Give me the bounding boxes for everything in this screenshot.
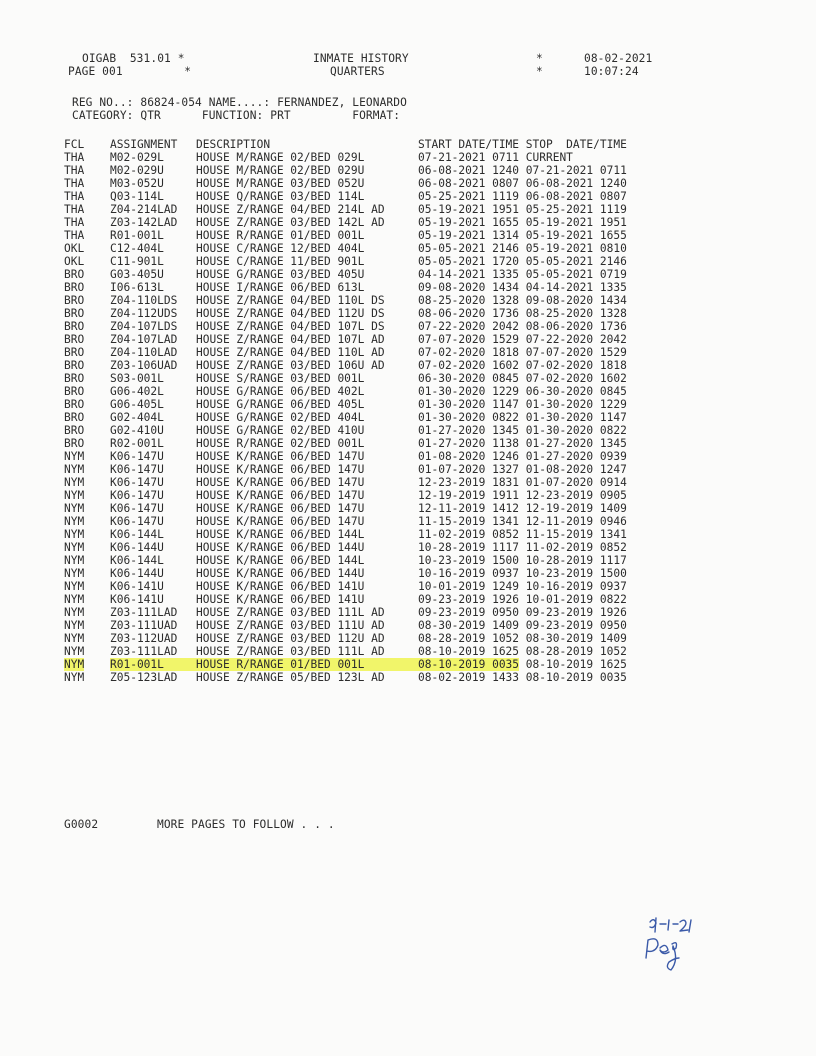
cell-facility: [64, 333, 110, 346]
cell-facility: [64, 463, 110, 476]
cell-facility: [64, 164, 110, 177]
registration-line: REG NO..: 86824-054 NAME....: FERNANDEZ, LEONARDO: [72, 96, 407, 109]
cell-assignment: Z03-142LAD: [110, 216, 178, 229]
program-id: OIGAB 531.01 *: [82, 52, 185, 65]
cell-facility: [64, 645, 110, 658]
table-row: [64, 372, 678, 385]
cell-description: HOUSE Z/RANGE 03/BED 111L AD: [196, 645, 385, 658]
cell-facility: [64, 177, 110, 190]
cell-dates: 01-30-2020 1229 06-30-2020 0845: [418, 385, 627, 398]
cell-dates: 05-19-2021 1314 05-19-2021 1655: [418, 229, 627, 242]
cell-description: HOUSE M/RANGE 03/BED 052U: [196, 177, 365, 190]
cell-assignment: K06-147U: [110, 515, 164, 528]
cell-dates: 12-11-2019 1412 12-19-2019 1409: [418, 502, 627, 515]
header-star: *: [536, 52, 543, 65]
cell-assignment: G06-405L: [110, 398, 164, 411]
report-date: 08-02-2021: [584, 52, 653, 65]
facility-code: BRO: [64, 372, 85, 385]
table-row: [64, 619, 678, 632]
cell-dates: 10-23-2019 1500 10-28-2019 1117: [418, 554, 627, 567]
facility-code: THA: [64, 203, 85, 216]
cell-facility: [64, 320, 110, 333]
cell-description: HOUSE C/RANGE 12/BED 404L: [196, 242, 365, 255]
table-row: [64, 645, 678, 658]
facility-code: NYM: [64, 671, 85, 684]
cell-facility: [64, 281, 110, 294]
facility-code: NYM: [64, 541, 85, 554]
cell-assignment: I06-613L: [110, 281, 164, 294]
cell-assignment: K06-147U: [110, 450, 164, 463]
table-row: [64, 203, 678, 216]
cell-assignment: K06-147U: [110, 489, 164, 502]
cell-facility: [64, 229, 110, 242]
footer-message: MORE PAGES TO FOLLOW . . .: [157, 818, 335, 831]
table-row: [64, 632, 678, 645]
cell-facility: [64, 151, 110, 164]
cell-dates: 10-28-2019 1117 11-02-2019 0852: [418, 541, 627, 554]
table-row: [64, 294, 678, 307]
cell-assignment: G02-410U: [110, 424, 164, 437]
table-row: [64, 554, 678, 567]
cell-dates: 05-19-2021 1951 05-25-2021 1119: [418, 203, 627, 216]
cell-assignment: Z03-111LAD: [110, 645, 178, 658]
facility-code: THA: [64, 164, 85, 177]
cell-dates: 07-21-2021 0711 CURRENT: [418, 151, 573, 164]
cell-dates: 01-27-2020 1345 01-30-2020 0822: [418, 424, 627, 437]
facility-code: BRO: [64, 437, 85, 450]
facility-code: NYM: [64, 593, 85, 606]
table-row: [64, 528, 678, 541]
cell-dates: 05-19-2021 1655 05-19-2021 1951: [418, 216, 627, 229]
cell-dates: 09-23-2019 1926 10-01-2019 0822: [418, 593, 627, 606]
cell-facility: [64, 606, 110, 619]
cell-dates: 07-07-2020 1529 07-22-2020 2042: [418, 333, 627, 346]
cell-facility: [64, 541, 110, 554]
cell-description: HOUSE M/RANGE 02/BED 029L: [196, 151, 365, 164]
facility-code: BRO: [64, 268, 85, 281]
cell-assignment: Z04-214LAD: [110, 203, 178, 216]
cell-facility: [64, 268, 110, 281]
cell-description: HOUSE Z/RANGE 04/BED 112U DS: [196, 307, 385, 320]
table-row: [64, 593, 678, 606]
cell-dates: 01-30-2020 1147 01-30-2020 1229: [418, 398, 627, 411]
category-line: CATEGORY: QTR FUNCTION: PRT FORMAT:: [72, 109, 401, 122]
cell-facility: [64, 567, 110, 580]
cell-description: HOUSE Z/RANGE 03/BED 111U AD: [196, 619, 385, 632]
cell-assignment: K06-144L: [110, 528, 164, 541]
table-row: [64, 398, 678, 411]
facility-code: OKL: [64, 242, 85, 255]
stop-date: 08-10-2019 1625: [519, 658, 627, 671]
cell-facility: [64, 190, 110, 203]
cell-description: HOUSE Z/RANGE 03/BED 106U AD: [196, 359, 385, 372]
column-header-fcl: FCL: [64, 138, 85, 151]
cell-description: HOUSE G/RANGE 03/BED 405U: [196, 268, 365, 281]
cell-dates: 09-23-2019 0950 09-23-2019 1926: [418, 606, 627, 619]
cell-assignment: R01-001L: [110, 658, 196, 671]
cell-assignment: S03-001L: [110, 372, 164, 385]
cell-facility: [64, 359, 110, 372]
cell-dates: 06-30-2020 0845 07-02-2020 1602: [418, 372, 627, 385]
cell-dates: 07-22-2020 2042 08-06-2020 1736: [418, 320, 627, 333]
table-row: [64, 424, 678, 437]
cell-dates: 08-06-2020 1736 08-25-2020 1328: [418, 307, 627, 320]
cell-facility: [64, 242, 110, 255]
facility-code: NYM: [64, 476, 85, 489]
table-row: [64, 190, 678, 203]
table-row: [64, 333, 678, 346]
cell-description: HOUSE Z/RANGE 04/BED 214L AD: [196, 203, 385, 216]
facility-code: NYM: [64, 658, 85, 671]
cell-dates: 08-10-2019 1625 08-28-2019 1052: [418, 645, 627, 658]
cell-assignment: G06-402L: [110, 385, 164, 398]
cell-facility: [64, 203, 110, 216]
table-row: [64, 515, 678, 528]
cell-description: HOUSE G/RANGE 06/BED 405L: [196, 398, 365, 411]
column-header-dates: START DATE/TIME STOP DATE/TIME: [418, 138, 627, 151]
cell-description: HOUSE K/RANGE 06/BED 147U: [196, 450, 365, 463]
facility-code: BRO: [64, 411, 85, 424]
cell-dates: 06-08-2021 1240 07-21-2021 0711: [418, 164, 627, 177]
cell-facility: [64, 502, 110, 515]
cell-dates: 08-02-2019 1433 08-10-2019 0035: [418, 671, 627, 684]
cell-assignment: Z05-123LAD: [110, 671, 178, 684]
facility-code: OKL: [64, 255, 85, 268]
cell-assignment: Q03-114L: [110, 190, 164, 203]
facility-code: NYM: [64, 502, 85, 515]
facility-code: THA: [64, 151, 85, 164]
cell-facility: [64, 658, 110, 671]
cell-facility: [64, 515, 110, 528]
cell-description: HOUSE R/RANGE 01/BED 001L: [196, 229, 365, 242]
table-row: [64, 151, 678, 164]
cell-facility: [64, 411, 110, 424]
cell-dates: 04-14-2021 1335 05-05-2021 0719: [418, 268, 627, 281]
cell-assignment: K06-144U: [110, 541, 164, 554]
cell-assignment: G02-404L: [110, 411, 164, 424]
cell-description: HOUSE Z/RANGE 04/BED 107L AD: [196, 333, 385, 346]
cell-facility: [64, 372, 110, 385]
table-row: [64, 307, 678, 320]
table-header-row: [64, 138, 678, 151]
cell-description: HOUSE Z/RANGE 04/BED 107L DS: [196, 320, 385, 333]
cell-facility: [64, 437, 110, 450]
cell-dates: 12-23-2019 1831 01-07-2020 0914: [418, 476, 627, 489]
facility-code: NYM: [64, 554, 85, 567]
cell-description: HOUSE K/RANGE 06/BED 147U: [196, 502, 365, 515]
cell-dates: 11-15-2019 1341 12-11-2019 0946: [418, 515, 627, 528]
cell-assignment: R01-001L: [110, 229, 164, 242]
cell-assignment: Z03-106UAD: [110, 359, 178, 372]
cell-dates: 10-16-2019 0937 10-23-2019 1500: [418, 567, 627, 580]
cell-dates: 08-25-2020 1328 09-08-2020 1434: [418, 294, 627, 307]
table-row: [64, 567, 678, 580]
table-row: [64, 320, 678, 333]
cell-dates: 05-05-2021 2146 05-19-2021 0810: [418, 242, 627, 255]
cell-facility: [64, 216, 110, 229]
cell-description: HOUSE Z/RANGE 03/BED 111L AD: [196, 606, 385, 619]
cell-description: HOUSE Z/RANGE 03/BED 112U AD: [196, 632, 385, 645]
cell-dates: 09-08-2020 1434 04-14-2021 1335: [418, 281, 627, 294]
table-row: [64, 229, 678, 242]
cell-description: HOUSE K/RANGE 06/BED 141U: [196, 593, 365, 606]
table-row: [64, 606, 678, 619]
table-row: [64, 346, 678, 359]
table-row: [64, 437, 678, 450]
facility-code: BRO: [64, 359, 85, 372]
cell-assignment: K06-144L: [110, 554, 164, 567]
facility-code: NYM: [64, 632, 85, 645]
cell-facility: [64, 294, 110, 307]
cell-dates: 01-07-2020 1327 01-08-2020 1247: [418, 463, 627, 476]
table-row: [64, 177, 678, 190]
quarters-table: [64, 138, 678, 684]
cell-assignment: Z04-107LAD: [110, 333, 178, 346]
cell-assignment: Z03-111LAD: [110, 606, 178, 619]
cell-dates: 08-30-2019 1409 09-23-2019 0950: [418, 619, 627, 632]
cell-dates: [418, 658, 678, 671]
table-row: [64, 463, 678, 476]
cell-facility: [64, 346, 110, 359]
facility-code: THA: [64, 216, 85, 229]
facility-code: NYM: [64, 606, 85, 619]
cell-facility: [64, 528, 110, 541]
cell-description: HOUSE C/RANGE 11/BED 901L: [196, 255, 365, 268]
handwritten-signature: [636, 910, 716, 980]
cell-facility: [64, 580, 110, 593]
cell-dates: 11-02-2019 0852 11-15-2019 1341: [418, 528, 627, 541]
facility-code: NYM: [64, 619, 85, 632]
cell-description: HOUSE Z/RANGE 04/BED 110L DS: [196, 294, 385, 307]
facility-code: THA: [64, 229, 85, 242]
facility-code: NYM: [64, 450, 85, 463]
cell-description: HOUSE Z/RANGE 04/BED 110L AD: [196, 346, 385, 359]
cell-dates: 01-27-2020 1138 01-27-2020 1345: [418, 437, 627, 450]
table-row: [64, 281, 678, 294]
cell-assignment: Z04-112UDS: [110, 307, 178, 320]
table-row: [64, 411, 678, 424]
table-row: [64, 502, 678, 515]
cell-assignment: K06-147U: [110, 476, 164, 489]
facility-code: NYM: [64, 489, 85, 502]
cell-assignment: Z03-112UAD: [110, 632, 178, 645]
cell-assignment: M03-052U: [110, 177, 164, 190]
report-subtitle: QUARTERS: [330, 65, 385, 78]
facility-code: BRO: [64, 320, 85, 333]
cell-facility: [64, 476, 110, 489]
cell-assignment: M02-029L: [110, 151, 164, 164]
cell-description: HOUSE K/RANGE 06/BED 141U: [196, 580, 365, 593]
table-row-highlighted: [64, 658, 678, 671]
cell-dates: 01-30-2020 0822 01-30-2020 1147: [418, 411, 627, 424]
facility-code: BRO: [64, 294, 85, 307]
facility-code: THA: [64, 177, 85, 190]
cell-description: HOUSE K/RANGE 06/BED 144U: [196, 541, 365, 554]
cell-facility: [64, 307, 110, 320]
cell-description: HOUSE K/RANGE 06/BED 144U: [196, 567, 365, 580]
cell-description: HOUSE R/RANGE 01/BED 001L: [196, 658, 418, 671]
cell-description: HOUSE I/RANGE 06/BED 613L: [196, 281, 365, 294]
cell-assignment: K06-141U: [110, 593, 164, 606]
table-row: [64, 541, 678, 554]
cell-dates: 06-08-2021 0807 06-08-2021 1240: [418, 177, 627, 190]
cell-assignment: M02-029U: [110, 164, 164, 177]
cell-assignment: Z04-107LDS: [110, 320, 178, 333]
table-row: [64, 359, 678, 372]
facility-code: BRO: [64, 346, 85, 359]
cell-dates: 12-19-2019 1911 12-23-2019 0905: [418, 489, 627, 502]
cell-facility: [64, 632, 110, 645]
cell-description: HOUSE Z/RANGE 03/BED 142L AD: [196, 216, 385, 229]
cell-description: HOUSE M/RANGE 02/BED 029U: [196, 164, 365, 177]
table-row: [64, 450, 678, 463]
facility-code: BRO: [64, 281, 85, 294]
cell-dates: 07-02-2020 1818 07-07-2020 1529: [418, 346, 627, 359]
cell-facility: [64, 554, 110, 567]
facility-code: NYM: [64, 645, 85, 658]
table-row: [64, 476, 678, 489]
facility-code: THA: [64, 190, 85, 203]
cell-description: HOUSE Q/RANGE 03/BED 114L: [196, 190, 365, 203]
cell-facility: [64, 671, 110, 684]
facility-code: BRO: [64, 424, 85, 437]
cell-dates: 08-28-2019 1052 08-30-2019 1409: [418, 632, 627, 645]
cell-description: HOUSE K/RANGE 06/BED 147U: [196, 463, 365, 476]
cell-assignment: K06-147U: [110, 463, 164, 476]
footer-code: G0002: [64, 818, 99, 831]
cell-description: HOUSE S/RANGE 03/BED 001L: [196, 372, 365, 385]
facility-code: NYM: [64, 580, 85, 593]
cell-facility: [64, 593, 110, 606]
cell-description: HOUSE Z/RANGE 05/BED 123L AD: [196, 671, 385, 684]
table-row: [64, 489, 678, 502]
cell-assignment: Z04-110LDS: [110, 294, 178, 307]
cell-assignment: C11-901L: [110, 255, 164, 268]
cell-description: HOUSE K/RANGE 06/BED 144L: [196, 554, 365, 567]
report-title: INMATE HISTORY: [313, 52, 409, 65]
cell-description: HOUSE G/RANGE 02/BED 404L: [196, 411, 365, 424]
table-row: [64, 268, 678, 281]
facility-code: BRO: [64, 385, 85, 398]
cell-assignment: Z04-110LAD: [110, 346, 178, 359]
cell-description: HOUSE G/RANGE 06/BED 402L: [196, 385, 365, 398]
cell-facility: [64, 489, 110, 502]
cell-facility: [64, 398, 110, 411]
header-star: *: [536, 65, 543, 78]
facility-code: NYM: [64, 515, 85, 528]
cell-assignment: R02-001L: [110, 437, 164, 450]
facility-code: NYM: [64, 567, 85, 580]
cell-facility: [64, 619, 110, 632]
facility-code: NYM: [64, 463, 85, 476]
table-row: [64, 164, 678, 177]
table-row: [64, 671, 678, 684]
cell-assignment: C12-404L: [110, 242, 164, 255]
report-time: 10:07:24: [584, 65, 639, 78]
cell-facility: [64, 255, 110, 268]
cell-assignment: K06-141U: [110, 580, 164, 593]
cell-assignment: K06-144U: [110, 567, 164, 580]
cell-description: HOUSE K/RANGE 06/BED 147U: [196, 476, 365, 489]
cell-description: HOUSE G/RANGE 02/BED 410U: [196, 424, 365, 437]
table-row: [64, 216, 678, 229]
column-header-description: DESCRIPTION: [196, 138, 271, 151]
cell-facility: [64, 424, 110, 437]
facility-code: BRO: [64, 307, 85, 320]
cell-dates: 10-01-2019 1249 10-16-2019 0937: [418, 580, 627, 593]
cell-dates: 05-25-2021 1119 06-08-2021 0807: [418, 190, 627, 203]
cell-dates: 01-08-2020 1246 01-27-2020 0939: [418, 450, 627, 463]
cell-facility: [64, 450, 110, 463]
cell-description: HOUSE R/RANGE 02/BED 001L: [196, 437, 365, 450]
cell-facility: [64, 385, 110, 398]
table-row: [64, 580, 678, 593]
page-number: PAGE 001 *: [68, 65, 192, 78]
cell-description: HOUSE K/RANGE 06/BED 144L: [196, 528, 365, 541]
facility-code: BRO: [64, 398, 85, 411]
column-header-assignment: ASSIGNMENT: [110, 138, 178, 151]
cell-assignment: Z03-111UAD: [110, 619, 178, 632]
facility-code: BRO: [64, 333, 85, 346]
facility-code: NYM: [64, 528, 85, 541]
table-row: [64, 242, 678, 255]
highlighted-start-date: 08-10-2019 0035: [418, 658, 520, 671]
table-row: [64, 385, 678, 398]
cell-description: HOUSE K/RANGE 06/BED 147U: [196, 489, 365, 502]
cell-assignment: K06-147U: [110, 502, 164, 515]
table-row: [64, 255, 678, 268]
cell-assignment: G03-405U: [110, 268, 164, 281]
cell-dates: 05-05-2021 1720 05-05-2021 2146: [418, 255, 627, 268]
cell-dates: 07-02-2020 1602 07-02-2020 1818: [418, 359, 627, 372]
cell-description: HOUSE K/RANGE 06/BED 147U: [196, 515, 365, 528]
